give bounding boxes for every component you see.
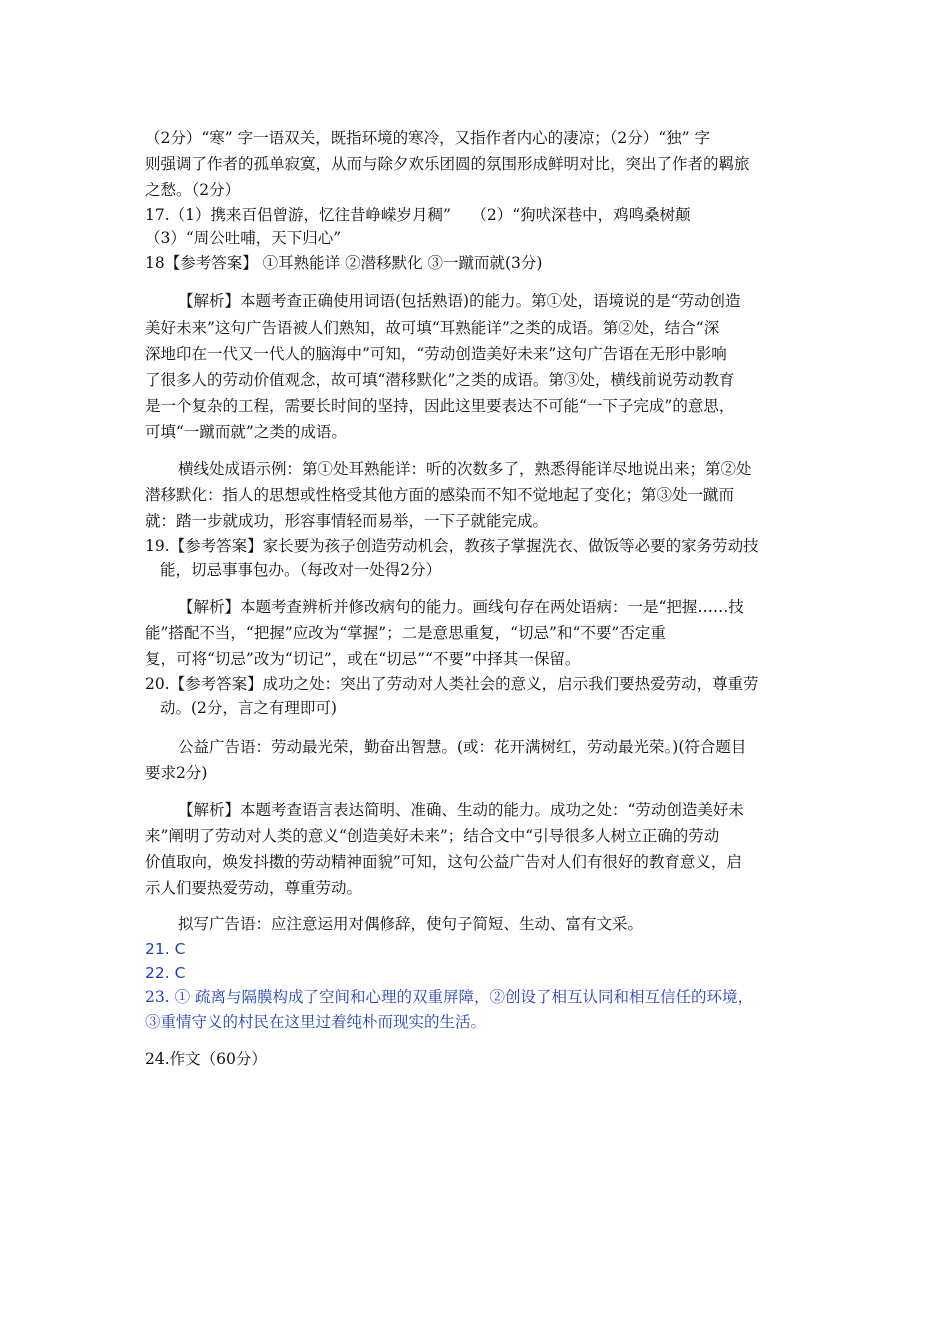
- answer-19-analysis-line-3: 复，可将“切忌”改为“切记”，或在“切忌”“不要”中择其一保留。: [145, 650, 581, 668]
- answer-20-slogan-line-2: 要求2分): [145, 764, 208, 782]
- answer-20-analysis-line-4: 示人们要热爱劳动，尊重劳动。: [145, 879, 363, 897]
- answer-17-line-1: 17.（1）携来百侣曾游，忆往昔峥嵘岁月稠” （2）“狗吠深巷中，鸡鸣桑树颠: [145, 206, 691, 224]
- answer-19-key-line-1: 19.【参考答案】家长要为孩子创造劳动机会，教孩子掌握洗衣、做饭等必要的家务劳动技: [145, 537, 759, 555]
- answer-20-analysis-line-2: 来”阐明了劳动对人类的意义“创造美好未来”；结合文中“引导很多人树立正确的劳动: [145, 827, 720, 845]
- answer-20-analysis-line-1: 【解析】本题考查语言表达简明、准确、生动的能力。成功之处：“劳动创造美好未: [178, 801, 744, 819]
- answer-17-line-2: （3）“周公吐哺，天下归心”: [145, 229, 342, 247]
- answer-18-analysis-line-3: 深地印在一代又一代人的脑海中”可知，“劳动创造美好未来”这句广告语在无形中影响: [145, 345, 727, 363]
- answer-18-analysis-line-6: 可填“一蹴而就”之类的成语。: [145, 423, 347, 441]
- answer-20-key-line-1: 20.【参考答案】成功之处：突出了劳动对人类社会的意义，启示我们要热爱劳动，尊重劳: [145, 675, 759, 693]
- answer-18-example-line-3: 就：踏一步就成功，形容事情轻而易举，一下子就能完成。: [145, 512, 549, 530]
- answer-18-example-line-1: 横线处成语示例：第①处耳熟能详：听的次数多了，熟悉得能详尽地说出来；第②处: [178, 460, 752, 478]
- answer-23-line-2: ③重情守义的村民在这里过着纯朴而现实的生活。: [145, 1013, 487, 1031]
- answer-18-key: 18【参考答案】 ①耳熟能详 ②潜移默化 ③一蹴而就(3分): [145, 254, 543, 272]
- answer-19-analysis-line-1: 【解析】本题考查辨析并修改病句的能力。画线句存在两处语病：一是“把握……技: [178, 598, 744, 616]
- answer-18-analysis-line-4: 了很多人的劳动价值观念，故可填“潜移默化”之类的成语。第③处，横线前说劳动教育: [145, 371, 735, 389]
- answer-23-line-1: 23. ① 疏离与隔膜构成了空间和心理的双重屏障，②创设了相互认同和相互信任的环境，: [145, 988, 754, 1006]
- answer-18-example-line-2: 潜移默化：指人的思想或性格受其他方面的感染而不知不觉地起了变化；第③处一蹴而: [145, 486, 735, 504]
- answer-20-key-line-2: 动。(2分，言之有理即可): [160, 699, 337, 717]
- answer-20-slogan-line-1: 公益广告语：劳动最光荣，勤奋出智慧。(或：花开满树红，劳动最光荣。)(符合题目: [178, 738, 747, 756]
- answer-22: 22. C: [145, 964, 186, 982]
- answer-16-line-2: 则强调了作者的孤单寂寞，从而与除夕欢乐团圆的氛围形成鲜明对比，突出了作者的羁旅: [145, 155, 750, 173]
- answer-24: 24.作文（60分）: [145, 1050, 267, 1068]
- answer-16-line-3: 之愁。（2分）: [145, 181, 241, 199]
- answer-20-tip: 拟写广告语：应注意运用对偶修辞，使句子简短、生动、富有文采。: [178, 915, 644, 933]
- answer-19-key-line-2: 能，切忌事事包办。（每改对一处得2分）: [160, 561, 442, 579]
- answer-19-analysis-line-2: 能”搭配不当，“把握”应改为“掌握”；二是意思重复，“切忌”和“不要”否定重: [145, 624, 666, 642]
- answer-18-analysis-line-1: 【解析】本题考查正确使用词语(包括熟语)的能力。第①处，语境说的是“劳动创造: [178, 292, 741, 310]
- answer-20-analysis-line-3: 价值取向，焕发抖擞的劳动精神面貌”可知，这句公益广告对人们有很好的教育意义，启: [145, 853, 742, 871]
- answer-16-line-1: （2分）“寒” 字一语双关，既指环境的寒冷，又指作者内心的凄凉；（2分）“独” 字: [145, 129, 711, 147]
- answer-18-analysis-line-2: 美好未来”这句广告语被人们熟知，故可填“耳熟能详”之类的成语。第②处，结合“深: [145, 319, 720, 337]
- answer-21: 21. C: [145, 940, 186, 958]
- answer-18-analysis-line-5: 是一个复杂的工程，需要长时间的坚持，因此这里要表达不可能“一下子完成”的意思，: [145, 397, 735, 415]
